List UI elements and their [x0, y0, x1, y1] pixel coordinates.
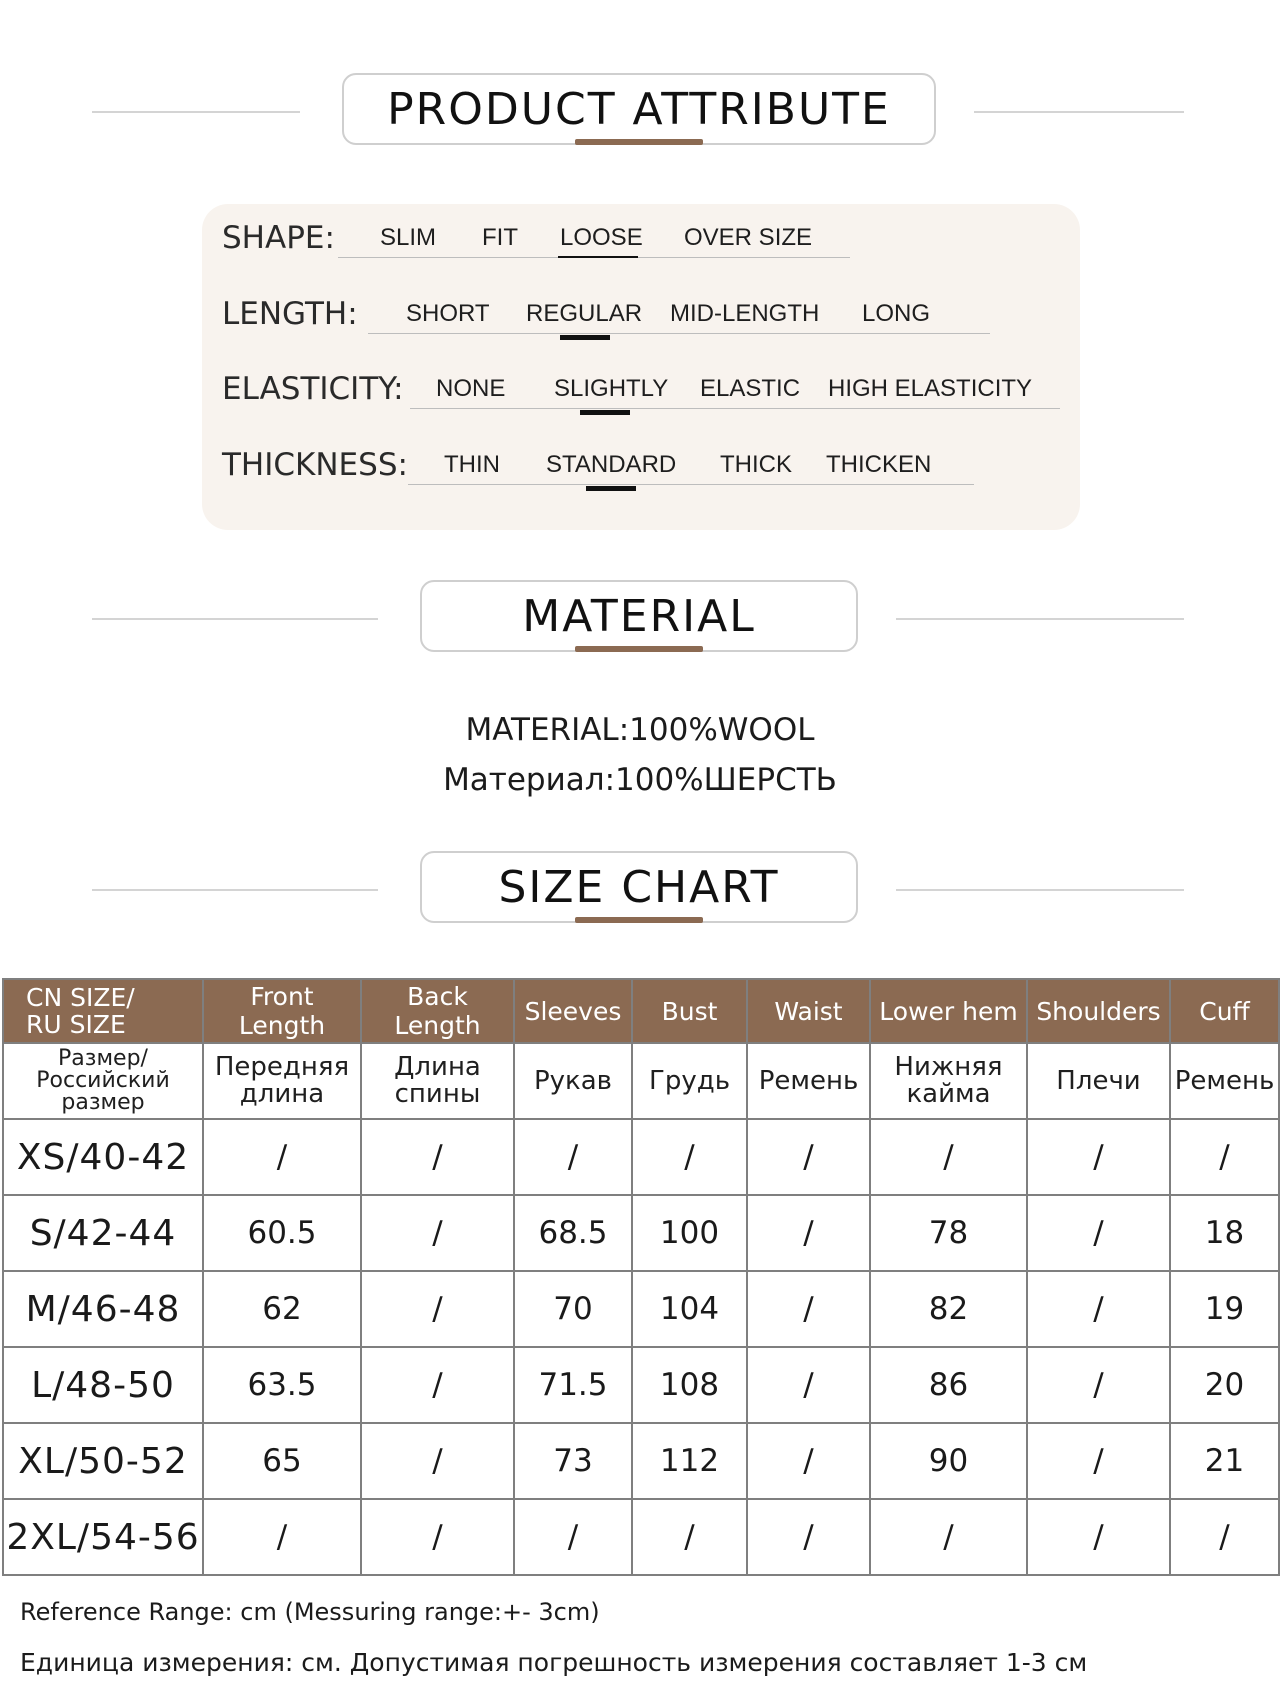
material-en-line	[0, 712, 1280, 748]
table-cell: 86	[870, 1347, 1027, 1423]
header-ru-lower-hem: Нижняя кайма	[870, 1043, 1027, 1119]
attribute-option: THIN	[444, 451, 500, 478]
header-lower-hem: Lower hem	[870, 979, 1027, 1043]
attribute-option: THICK	[720, 451, 792, 478]
size-cell: L/48-50	[3, 1347, 203, 1423]
attribute-option: THICKEN	[826, 451, 932, 478]
header-ru-shoulders: Плечи	[1027, 1043, 1170, 1119]
table-cell: /	[747, 1119, 870, 1195]
attribute-label: SHAPE:	[222, 220, 335, 256]
attribute-row-elasticity	[202, 355, 1080, 415]
table-cell: 68.5	[514, 1195, 632, 1271]
table-cell: /	[870, 1119, 1027, 1195]
table-cell: /	[1027, 1119, 1170, 1195]
material-ru-line	[0, 762, 1280, 798]
table-cell: /	[1027, 1271, 1170, 1347]
table-cell: 82	[870, 1271, 1027, 1347]
header-ru-size: Размер/ Российский размер	[3, 1043, 203, 1119]
divider-right	[896, 889, 1184, 891]
attribute-label: THICKNESS:	[222, 447, 408, 483]
table-cell: 71.5	[514, 1347, 632, 1423]
table-cell: 108	[632, 1347, 747, 1423]
table-cell: 65	[203, 1423, 361, 1499]
header-ru-sleeves: Рукав	[514, 1043, 632, 1119]
table-cell: 90	[870, 1423, 1027, 1499]
row-underline	[368, 333, 990, 334]
header-front-length: Front Length	[203, 979, 361, 1043]
size-cell: XS/40-42	[3, 1119, 203, 1195]
title-accent-bar	[575, 917, 703, 923]
table-cell: 100	[632, 1195, 747, 1271]
attribute-option: HIGH ELASTICITY	[828, 375, 1033, 402]
selected-marker	[560, 335, 610, 340]
size-chart-title: SIZE CHART	[420, 851, 858, 923]
table-cell: /	[747, 1195, 870, 1271]
table-cell: 104	[632, 1271, 747, 1347]
selected-marker	[586, 486, 636, 491]
table-cell: 20	[1170, 1347, 1279, 1423]
header-row-en	[3, 979, 1279, 1043]
table-cell: /	[203, 1119, 361, 1195]
material-en-label: MATERIAL:	[465, 712, 630, 748]
material-ru-label: Материал:	[443, 762, 616, 798]
divider-left	[92, 618, 378, 620]
table-cell: /	[514, 1119, 632, 1195]
attribute-option: SLIM	[380, 224, 437, 251]
table-cell: 70	[514, 1271, 632, 1347]
attribute-option: LONG	[862, 300, 931, 327]
divider-right	[896, 618, 1184, 620]
material-header	[0, 580, 1280, 660]
size-chart-table	[2, 978, 1280, 1576]
header-cn-ru-size: CN SIZE/ RU SIZE	[3, 979, 203, 1043]
header-cuff: Cuff	[1170, 979, 1279, 1043]
table-cell: 19	[1170, 1271, 1279, 1347]
table-cell: /	[1027, 1499, 1170, 1575]
table-cell: /	[361, 1119, 514, 1195]
attribute-label: ELASTICITY:	[222, 371, 404, 407]
table-cell: 112	[632, 1423, 747, 1499]
table-cell: 60.5	[203, 1195, 361, 1271]
attribute-row-length	[202, 280, 1080, 340]
title-accent-bar	[575, 646, 703, 652]
attribute-option: MID-LENGTH	[670, 300, 820, 327]
table-cell: /	[361, 1271, 514, 1347]
title-accent-bar	[575, 139, 703, 145]
attribute-option-selected: REGULAR	[526, 300, 643, 327]
table-cell: /	[1027, 1347, 1170, 1423]
row-underline	[408, 484, 974, 485]
table-cell: /	[632, 1119, 747, 1195]
size-cell: M/46-48	[3, 1271, 203, 1347]
header-ru-front-length: Передняя длина	[203, 1043, 361, 1119]
table-cell: 63.5	[203, 1347, 361, 1423]
table-cell: /	[361, 1499, 514, 1575]
table-cell: /	[361, 1195, 514, 1271]
attribute-option: NONE	[436, 375, 506, 402]
table-cell: 78	[870, 1195, 1027, 1271]
table-row	[3, 1347, 1279, 1423]
header-shoulders: Shoulders	[1027, 979, 1170, 1043]
divider-right	[974, 111, 1184, 113]
table-cell: /	[514, 1499, 632, 1575]
table-cell: /	[870, 1499, 1027, 1575]
table-row	[3, 1119, 1279, 1195]
size-chart-header	[0, 851, 1280, 931]
size-cell: S/42-44	[3, 1195, 203, 1271]
table-row	[3, 1499, 1279, 1575]
row-underline	[410, 408, 1060, 409]
header-ru-bust: Грудь	[632, 1043, 747, 1119]
selected-underline-loose	[558, 256, 638, 258]
table-row	[3, 1195, 1279, 1271]
reference-range-note: Reference Range: cm (Messuring range:+- 3cm)	[20, 1598, 600, 1626]
attribute-option: OVER SIZE	[684, 224, 813, 251]
attribute-row-shape	[202, 204, 1080, 264]
attribute-option-selected: LOOSE	[560, 224, 643, 251]
measurement-note-ru: Единица измерения: см. Допустимая погрешность измерения составляет 1-3 см	[20, 1648, 1088, 1677]
material-en-value: 100%WOOL	[629, 712, 815, 748]
product-attribute-header	[0, 73, 1280, 153]
material-title: MATERIAL	[420, 580, 858, 652]
table-cell: /	[361, 1347, 514, 1423]
header-waist: Waist	[747, 979, 870, 1043]
attribute-label: LENGTH:	[222, 296, 358, 332]
table-cell: /	[747, 1423, 870, 1499]
size-cell: 2XL/54-56	[3, 1499, 203, 1575]
table-cell: 62	[203, 1271, 361, 1347]
header-ru-back-length: Длина спины	[361, 1043, 514, 1119]
size-cell: XL/50-52	[3, 1423, 203, 1499]
table-cell: /	[203, 1499, 361, 1575]
product-attribute-title: PRODUCT ATTRIBUTE	[342, 73, 936, 145]
attribute-option: ELASTIC	[700, 375, 801, 402]
table-cell: 73	[514, 1423, 632, 1499]
table-cell: /	[747, 1271, 870, 1347]
header-back-length: Back Length	[361, 979, 514, 1043]
attribute-option-selected: SLIGHTLY	[554, 375, 669, 402]
divider-left	[92, 889, 378, 891]
table-cell: /	[747, 1499, 870, 1575]
attribute-option: FIT	[482, 224, 518, 251]
table-cell: /	[1170, 1499, 1279, 1575]
header-row-ru	[3, 1043, 1279, 1119]
attribute-row-thickness	[202, 431, 1080, 491]
table-cell: 21	[1170, 1423, 1279, 1499]
table-cell: /	[1027, 1195, 1170, 1271]
table-cell: /	[747, 1347, 870, 1423]
table-cell: /	[632, 1499, 747, 1575]
table-row	[3, 1271, 1279, 1347]
attribute-option-selected: STANDARD	[546, 451, 677, 478]
table-cell: 18	[1170, 1195, 1279, 1271]
table-cell: /	[361, 1423, 514, 1499]
selected-marker	[580, 410, 630, 415]
attribute-panel	[202, 204, 1080, 530]
divider-left	[92, 111, 300, 113]
table-cell: /	[1170, 1119, 1279, 1195]
table-cell: /	[1027, 1423, 1170, 1499]
header-sleeves: Sleeves	[514, 979, 632, 1043]
attribute-option: SHORT	[406, 300, 490, 327]
header-ru-waist: Ремень	[747, 1043, 870, 1119]
material-ru-value: 100%ШЕРСТЬ	[615, 762, 837, 798]
header-ru-cuff: Ремень	[1170, 1043, 1279, 1119]
table-row	[3, 1423, 1279, 1499]
header-bust: Bust	[632, 979, 747, 1043]
